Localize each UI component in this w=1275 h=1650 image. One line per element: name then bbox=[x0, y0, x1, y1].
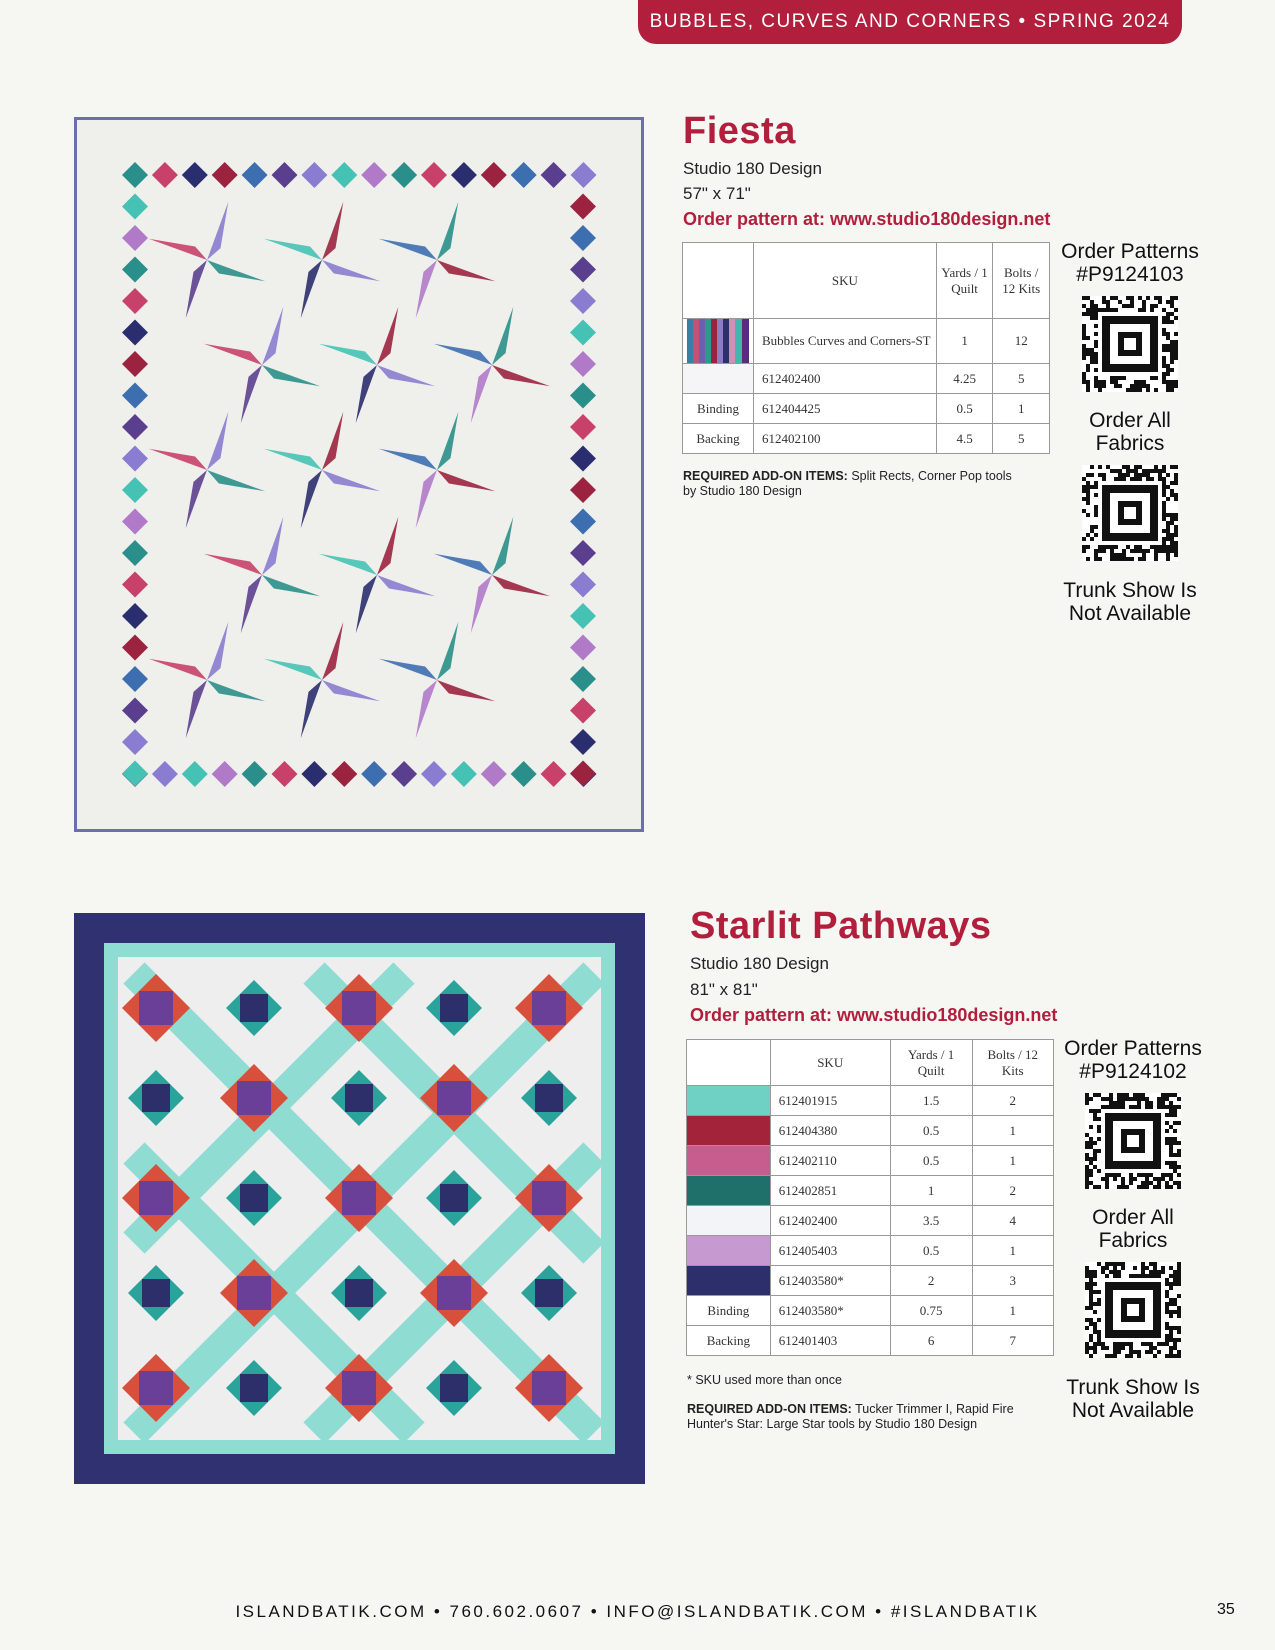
required-text: Split Rects, Corner Pop tools by Studio 180 Design bbox=[683, 469, 1012, 498]
table-row bbox=[683, 394, 1050, 424]
table-row bbox=[687, 1116, 1054, 1146]
bolts-cell: 2 bbox=[972, 1086, 1054, 1116]
fiesta-title: Fiesta bbox=[683, 110, 796, 152]
table-row bbox=[683, 319, 1050, 364]
starlit-size: 81" x 81" bbox=[690, 980, 758, 999]
required-label: REQUIRED ADD-ON ITEMS: bbox=[687, 1402, 852, 1416]
starlit-footnote: * SKU used more than once bbox=[687, 1373, 842, 1387]
sku-cell: 612402400 bbox=[754, 364, 937, 394]
bolts-cell: 12 bbox=[993, 319, 1050, 364]
table-row bbox=[687, 1146, 1054, 1176]
starlit-required-items bbox=[687, 1402, 1032, 1432]
bolts-cell: 3 bbox=[972, 1266, 1054, 1296]
starlit-order-link[interactable]: Order pattern at: www.studio180design.net bbox=[690, 1005, 1058, 1025]
starlit-fabrics-qr-icon[interactable] bbox=[1085, 1262, 1181, 1358]
bolts-cell: 1 bbox=[972, 1116, 1054, 1146]
required-text: Tucker Trimmer I, Rapid Fire Hunter's Star: Large Star tools by Studio 180 Design bbox=[687, 1402, 1014, 1431]
yards-cell: 0.5 bbox=[890, 1146, 972, 1176]
bolts-cell: 1 bbox=[972, 1146, 1054, 1176]
sku-cell: 612401915 bbox=[770, 1086, 890, 1116]
swatch-cell bbox=[687, 1266, 771, 1296]
table-row bbox=[683, 364, 1050, 394]
starlit-designer: Studio 180 Design bbox=[690, 954, 829, 973]
header-sku: SKU bbox=[754, 243, 937, 319]
table-row bbox=[687, 1206, 1054, 1236]
sku-cell: 612401403 bbox=[770, 1326, 890, 1356]
swatch-cell bbox=[687, 1086, 771, 1116]
table-row bbox=[687, 1176, 1054, 1206]
table-row bbox=[687, 1296, 1054, 1326]
yards-cell: 0.75 bbox=[890, 1296, 972, 1326]
yards-cell: 1 bbox=[936, 319, 993, 364]
fiesta-sku-table bbox=[682, 242, 1050, 454]
fiesta-order-fabrics-label: Order All Fabrics bbox=[1089, 409, 1171, 455]
table-row bbox=[687, 1266, 1054, 1296]
starlit-order-fabrics-label: Order All Fabrics bbox=[1092, 1206, 1174, 1252]
swatch-cell bbox=[687, 1146, 771, 1176]
fiesta-order-patterns-label: Order Patterns #P9124103 bbox=[1061, 240, 1199, 286]
yards-cell: 4.5 bbox=[936, 424, 993, 454]
header-blank bbox=[683, 243, 754, 319]
table-header-row bbox=[687, 1040, 1054, 1086]
header-bolts: Bolts / 12 Kits bbox=[993, 243, 1050, 319]
fiesta-pattern-qr-icon[interactable] bbox=[1082, 296, 1178, 392]
starlit-pattern-qr-icon[interactable] bbox=[1085, 1093, 1181, 1189]
page-number: 35 bbox=[1217, 1601, 1235, 1618]
yards-cell: 0.5 bbox=[936, 394, 993, 424]
yards-cell: 0.5 bbox=[890, 1236, 972, 1266]
bolts-cell: 1 bbox=[972, 1236, 1054, 1266]
fiesta-trunk-show: Trunk Show Is Not Available bbox=[1063, 579, 1197, 625]
starlit-trunk-show: Trunk Show Is Not Available bbox=[1066, 1376, 1200, 1422]
starlit-sku-table bbox=[686, 1039, 1054, 1356]
bolts-cell: 2 bbox=[972, 1176, 1054, 1206]
sku-cell: 612403580* bbox=[770, 1296, 890, 1326]
yards-cell: 4.25 bbox=[936, 364, 993, 394]
fiesta-quilt-art bbox=[77, 120, 641, 829]
sku-cell: 612404425 bbox=[754, 394, 937, 424]
fiesta-size: 57" x 71" bbox=[683, 184, 751, 203]
yards-cell: 1.5 bbox=[890, 1086, 972, 1116]
sku-cell: 612402400 bbox=[770, 1206, 890, 1236]
swatch-cell bbox=[683, 319, 754, 364]
fiesta-required-items bbox=[683, 469, 1028, 499]
yards-cell: 0.5 bbox=[890, 1116, 972, 1146]
sku-cell: 612402100 bbox=[754, 424, 937, 454]
header-yards: Yards / 1 Quilt bbox=[936, 243, 993, 319]
header-sku: SKU bbox=[770, 1040, 890, 1086]
starlit-order-patterns-label: Order Patterns #P9124102 bbox=[1064, 1037, 1202, 1083]
starlit-quilt-image bbox=[74, 913, 645, 1484]
table-row bbox=[683, 424, 1050, 454]
starlit-quilt-art bbox=[74, 913, 645, 1484]
bolts-cell: 5 bbox=[993, 424, 1050, 454]
bolts-cell: 5 bbox=[993, 364, 1050, 394]
sku-cell: 612402851 bbox=[770, 1176, 890, 1206]
sku-cell: 612405403 bbox=[770, 1236, 890, 1266]
sku-cell: 612403580* bbox=[770, 1266, 890, 1296]
fiesta-fabrics-qr-icon[interactable] bbox=[1082, 465, 1178, 561]
row-label: Backing bbox=[687, 1326, 771, 1356]
table-header-row bbox=[683, 243, 1050, 319]
stripe-swatch bbox=[687, 319, 749, 363]
swatch-cell bbox=[687, 1236, 771, 1266]
yards-cell: 1 bbox=[890, 1176, 972, 1206]
row-label: Backing bbox=[683, 424, 754, 454]
header-yards: Yards / 1 Quilt bbox=[890, 1040, 972, 1086]
fiesta-quilt-image bbox=[74, 117, 644, 832]
swatch-cell bbox=[687, 1116, 771, 1146]
fiesta-order-link[interactable]: Order pattern at: www.studio180design.net bbox=[683, 209, 1051, 229]
swatch-cell bbox=[687, 1176, 771, 1206]
required-label: REQUIRED ADD-ON ITEMS: bbox=[683, 469, 848, 483]
swatch-cell bbox=[687, 1206, 771, 1236]
bolts-cell: 1 bbox=[972, 1296, 1054, 1326]
bolts-cell: 4 bbox=[972, 1206, 1054, 1236]
starlit-title: Starlit Pathways bbox=[690, 905, 992, 947]
table-row bbox=[687, 1086, 1054, 1116]
sku-cell: 612402110 bbox=[770, 1146, 890, 1176]
bolts-cell: 7 bbox=[972, 1326, 1054, 1356]
header-bolts: Bolts / 12 Kits bbox=[972, 1040, 1054, 1086]
table-row bbox=[687, 1326, 1054, 1356]
header-blank bbox=[687, 1040, 771, 1086]
table-row bbox=[687, 1236, 1054, 1266]
bolts-cell: 1 bbox=[993, 394, 1050, 424]
row-label: Binding bbox=[683, 394, 754, 424]
footer-contact: ISLANDBATIK.COM • 760.602.0607 • INFO@ISLANDBATIK.COM • #ISLANDBATIK bbox=[235, 1602, 1040, 1621]
header-banner: BUBBLES, CURVES AND CORNERS • SPRING 2024 bbox=[638, 0, 1182, 44]
yards-cell: 6 bbox=[890, 1326, 972, 1356]
yards-cell: 2 bbox=[890, 1266, 972, 1296]
row-label: Binding bbox=[687, 1296, 771, 1326]
sku-cell: Bubbles Curves and Corners-ST bbox=[754, 319, 937, 364]
sku-cell: 612404380 bbox=[770, 1116, 890, 1146]
fiesta-designer: Studio 180 Design bbox=[683, 159, 822, 178]
swatch-cell bbox=[683, 364, 754, 394]
yards-cell: 3.5 bbox=[890, 1206, 972, 1236]
